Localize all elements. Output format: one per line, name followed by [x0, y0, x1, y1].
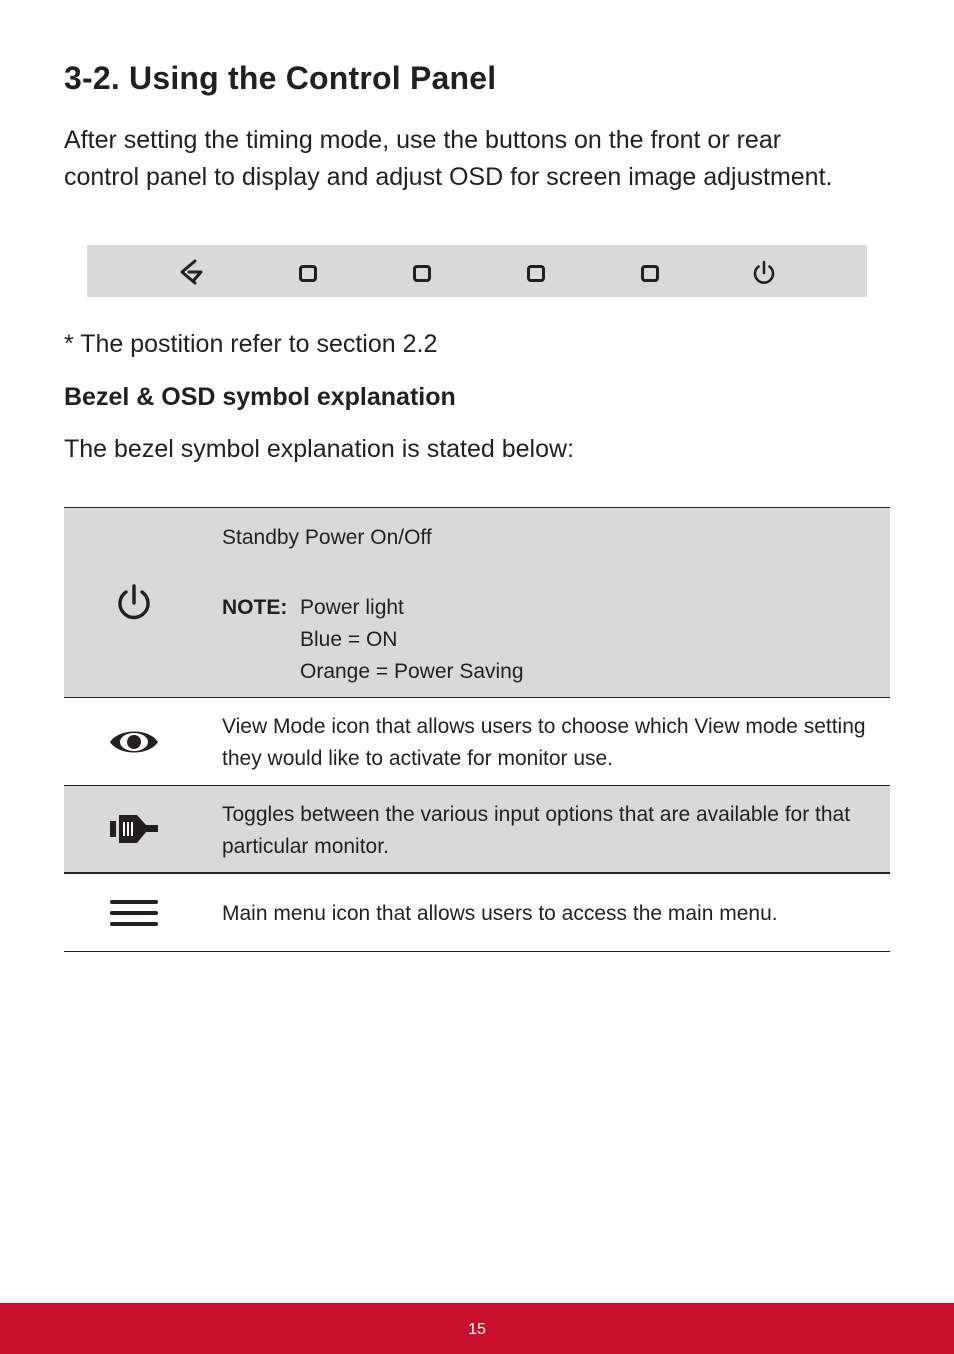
view-mode-description: View Mode icon that allows users to choose which View mode setting they would like to activate for monitor use.: [222, 715, 866, 770]
symbol-table: [64, 507, 890, 952]
intro-paragraph: After setting the timing mode, use the buttons on the front or rear control panel to display and adjust OSD for screen image adjustment.: [64, 126, 833, 191]
table-row: [64, 874, 890, 952]
control-panel-bar: [87, 245, 867, 297]
input-select-button[interactable]: [177, 258, 207, 288]
panel-button-3[interactable]: [521, 258, 551, 288]
note-line-power-light: Power light: [300, 596, 404, 619]
section-heading: Bezel & OSD symbol explanation: [64, 383, 456, 411]
power-button[interactable]: [749, 258, 779, 288]
input-toggle-description: Toggles between the various input options that are available for that particular monitor.: [222, 803, 851, 858]
table-row: [64, 508, 890, 698]
footer-bar: [0, 1303, 954, 1354]
panel-button-1[interactable]: [293, 258, 323, 288]
table-row: [64, 698, 890, 786]
power-icon: [749, 258, 779, 288]
menu-icon: [104, 888, 164, 938]
power-icon: [104, 578, 164, 628]
standby-power-title: Standby Power On/Off: [222, 526, 432, 549]
input-select-icon: [177, 258, 207, 288]
page-number: 15: [468, 1321, 486, 1338]
square-button-icon: [635, 258, 665, 288]
panel-button-2[interactable]: [407, 258, 437, 288]
note-line-blue-on: Blue = ON: [300, 628, 398, 651]
eye-icon: [104, 717, 164, 767]
table-row: [64, 786, 890, 874]
square-button-icon: [521, 258, 551, 288]
square-button-icon: [293, 258, 323, 288]
note-line-orange-saving: Orange = Power Saving: [300, 660, 524, 683]
main-menu-description: Main menu icon that allows users to access the main menu.: [222, 902, 778, 925]
input-source-icon: [104, 804, 164, 854]
panel-button-4[interactable]: [635, 258, 665, 288]
section-intro: The bezel symbol explanation is stated below:: [64, 435, 575, 463]
position-note: * The postition refer to section 2.2: [64, 330, 438, 358]
page-title: 3-2. Using the Control Panel: [64, 60, 497, 96]
note-label: NOTE:: [222, 596, 288, 619]
square-button-icon: [407, 258, 437, 288]
